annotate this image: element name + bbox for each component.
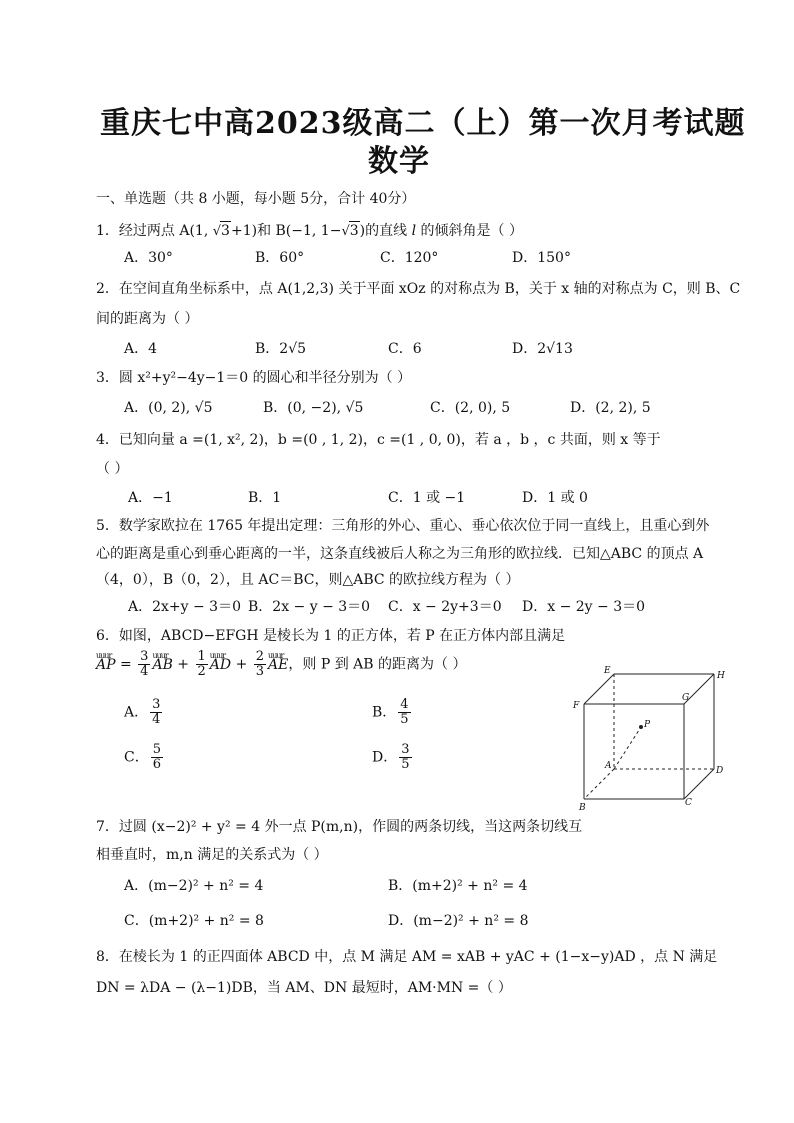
question-3-option-b: B．(0, −2), √5 [263,400,364,416]
question-5-stem-line3: （4，0），B（0，2），且 AC＝BC，则△ABC 的欧拉线方程为（ ） [96,572,520,588]
question-7-option-d: D．(m−2)² + n² = 8 [388,913,529,929]
label-e: E [604,666,611,676]
question-4-option-c: C．1 或 −1 [388,490,466,506]
question-8-stem-line1: 8．在棱长为 1 的正四面体 ABCD 中，点 M 满足 AM = xAB + yAC + (1−x−y)AD ，点 N 满足 [96,949,718,965]
label-a: A [605,761,612,771]
question-4-option-b: B．1 [248,490,282,506]
label-b: B [579,803,586,813]
edge-cd [684,769,714,799]
label-p: P [644,720,651,730]
question-6-option-b: B． $\frac{4}{5}$ [372,697,409,727]
question-3-stem: 3．圆 x²+y²−4y−1＝0 的圆心和半径分别为（ ） [96,370,412,386]
cube-figure [568,664,728,814]
question-6-vector-equation: uuur AP = $\frac{3}{4}$ uuur AB + $\frac{1}{2}$ uuur AD + $\frac{2}{3}$ uuur AE，则 P 到 AB 的距离为（ ） [96,650,466,679]
question-2-option-a: A．4 [124,341,158,357]
question-7-option-c: C．(m+2)² + n² = 8 [124,913,264,929]
question-5-option-c: C．x − 2y+3＝0 [388,599,502,615]
question-5-stem-line2: 心的距离是重心到垂心距离的一半，这条直线被后人称之为三角形的欧拉线．已知△ABC 的顶点 A [96,546,704,562]
question-5-option-b: B．2x − y − 3＝0 [248,599,371,615]
question-7-option-b: B．(m+2)² + n² = 4 [388,878,528,894]
label-f: F [573,701,580,711]
question-4-option-a: A．−1 [128,490,173,506]
point-p [639,725,643,729]
label-d: D [716,766,724,776]
section-heading: 一、单选题（共 8 小题，每小题 5分，合计 40分） [96,191,416,207]
question-1-option-c: C．120° [380,250,439,266]
question-2-option-c: C．6 [388,341,422,357]
question-6-option-a: A． $\frac{3}{4}$ [124,697,161,727]
question-4-stem-line2: （ ） [96,461,129,477]
question-5-option-a: A．2x+y − 3＝0 [128,599,241,615]
question-5-option-d: D．x − 2y − 3＝0 [522,599,646,615]
question-1-option-a: A．30° [124,250,173,266]
edge-fe [584,674,614,704]
question-1-stem: 1．经过两点 A(1, √3+1)和 B(−1, 1−√3)的直线 l 的倾斜角是（ ） [96,223,523,239]
label-g: G [682,693,690,703]
edge-ab-hidden [584,769,614,799]
question-2-stem-line2: 间的距离为（ ） [96,311,199,327]
question-1-option-b: B．60° [255,250,305,266]
question-8-stem-line2: DN = λDA − (λ−1)DB，当 AM、DN 最短时，AM·MN =（ ） [96,980,512,996]
label-c: C [685,798,692,808]
question-3-option-a: A．(0, 2), √5 [124,400,213,416]
question-7-option-a: A．(m−2)² + n² = 4 [124,878,264,894]
question-6-option-d: D． $\frac{3}{5}$ [372,742,410,772]
question-5-stem-line1: 5．数学家欧拉在 1765 年提出定理：三角形的外心、重心、垂心依次位于同一直线上，且重心到外 [96,518,710,534]
label-h: H [717,671,725,681]
question-4-stem-line1: 4．已知向量 a =(1, x², 2)，b =(0 , 1, 2)，c =(1 , 0, 0)，若 a ，b ，c 共面，则 x 等于 [96,432,661,448]
question-2-option-b: B．2√5 [255,341,307,357]
exam-subject: 数学 [368,144,430,179]
question-6-option-c: C． $\frac{5}{6}$ [124,742,161,772]
question-7-stem-line2: 相垂直时，m,n 满足的关系式为（ ） [96,847,328,863]
question-4-option-d: D．1 或 0 [522,490,588,506]
question-2-option-d: D．2√13 [512,341,573,357]
exam-title: 重庆七中高2023级高二（上）第一次月考试题 [100,106,746,141]
question-3-option-c: C．(2, 0), 5 [430,400,511,416]
segment-ap [614,727,641,769]
question-2-stem-line1: 2．在空间直角坐标系中，点 A(1,2,3) 关于平面 xOz 的对称点为 B，关于 x 轴的对称点为 C，则 B、C [96,281,741,297]
question-3-option-d: D．(2, 2), 5 [570,400,651,416]
question-7-stem-line1: 7．过圆 (x−2)² + y² = 4 外一点 P(m,n)，作圆的两条切线，当这两条切线互 [96,819,583,835]
question-6-stem-line1: 6．如图，ABCD−EFGH 是棱长为 1 的正方体，若 P 在正方体内部且满足 [96,628,566,644]
question-1-option-d: D．150° [512,250,571,266]
